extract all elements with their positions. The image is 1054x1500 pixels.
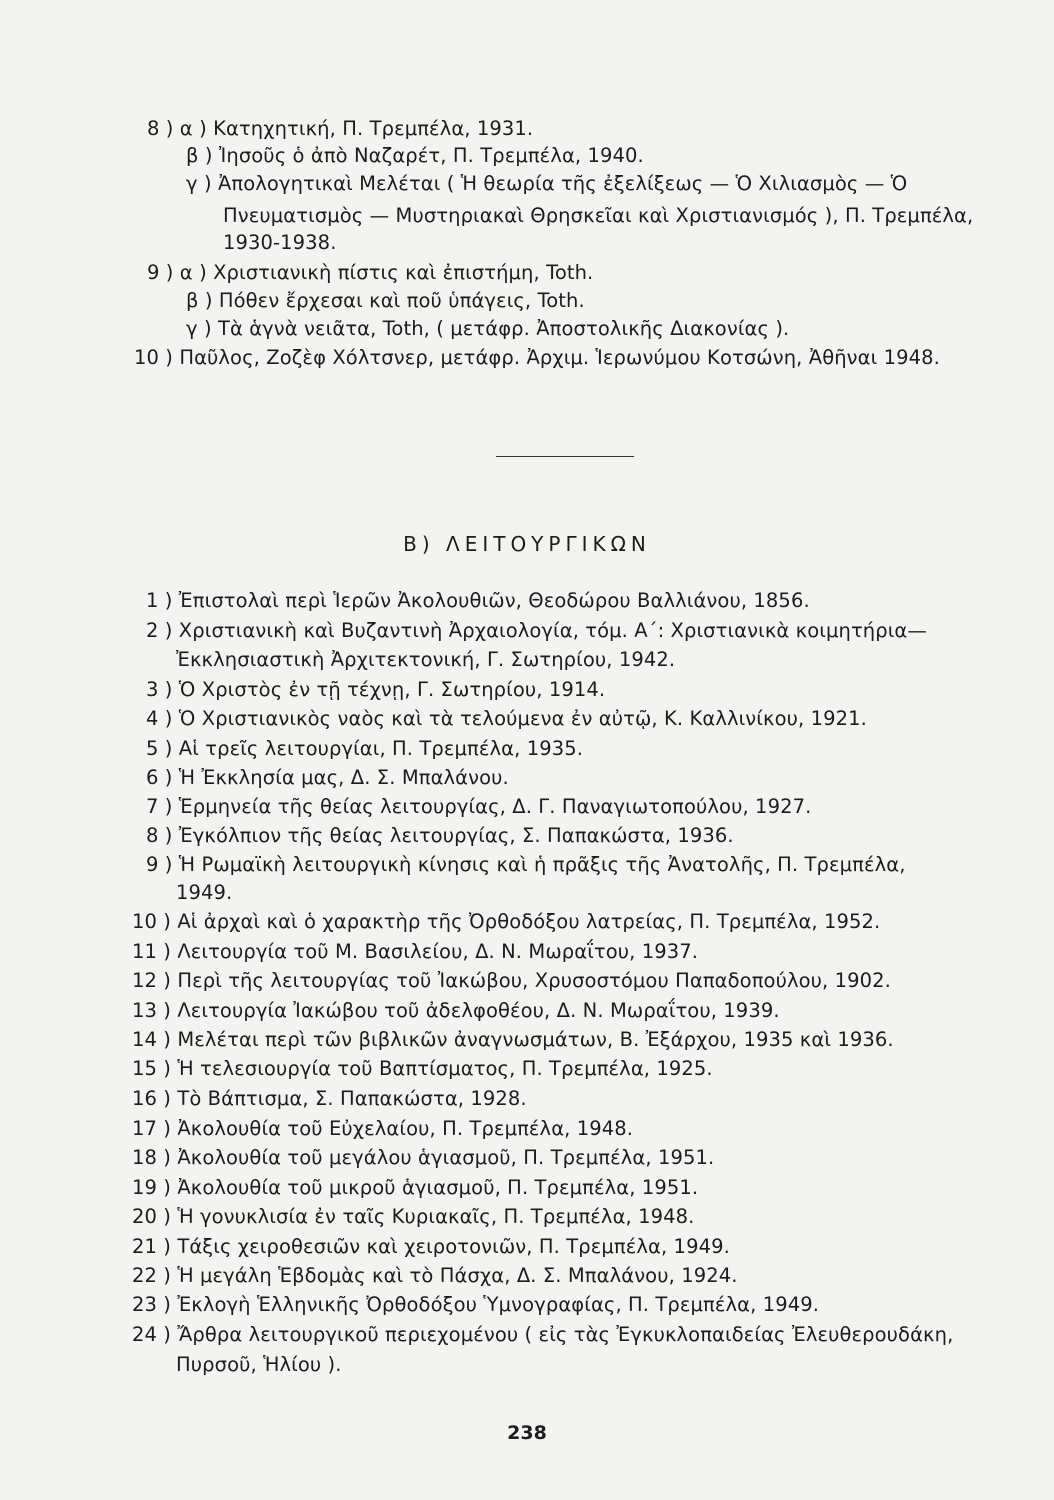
entry-b13: 13 ) Λειτουργία Ἰακώβου τοῦ ἀδελφοθέου, Δ. Ν. Μωραΐτου, 1939. — [132, 999, 780, 1022]
entry-b18: 18 ) Ἀκολουθία τοῦ μεγάλου ἁγιασμοῦ, Π. Τρεμπέλα, 1951. — [132, 1146, 715, 1169]
entry-b8: 8 ) Ἐγκόλπιον τῆς θείας λειτουργίας, Σ. Παπακώστα, 1936. — [146, 824, 734, 847]
entry-a9-alpha: 9 ) α ) Χριστιανικὴ πίστις καὶ ἐπιστήμη, Toth. — [147, 261, 594, 284]
entry-b19: 19 ) Ἀκολουθία τοῦ μικροῦ ἁγιασμοῦ, Π. Τρεμπέλα, 1951. — [132, 1176, 699, 1199]
entry-b9-cont: 1949. — [176, 881, 233, 904]
entry-b15: 15 ) Ἡ τελεσιουργία τοῦ Βαπτίσματος, Π. Τρεμπέλα, 1925. — [132, 1057, 713, 1080]
entry-b23: 23 ) Ἐκλογὴ Ἑλληνικῆς Ὀρθοδόξου Ὑμνογραφίας, Π. Τρεμπέλα, 1949. — [132, 1293, 820, 1316]
entry-b12: 12 ) Περὶ τῆς λειτουργίας τοῦ Ἰακώβου, Χρυσοστόμου Παπαδοπούλου, 1902. — [132, 969, 891, 992]
entry-b20: 20 ) Ἡ γονυκλισία ἐν ταῖς Κυριακαῖς, Π. Τρεμπέλα, 1948. — [132, 1205, 695, 1228]
entry-b11: 11 ) Λειτουργία τοῦ Μ. Βασιλείου, Δ. Ν. Μωραΐτου, 1937. — [132, 940, 699, 963]
entry-b4: 4 ) Ὁ Χριστιανικὸς ναὸς καὶ τὰ τελούμενα ἐν αὐτῷ, Κ. Καλλινίκου, 1921. — [146, 707, 867, 730]
section-divider — [496, 456, 634, 457]
entry-b1: 1 ) Ἐπιστολαὶ περὶ Ἱερῶν Ἀκολουθιῶν, Θεοδώρου Βαλλιάνου, 1856. — [146, 589, 810, 612]
entry-b2-cont: Ἐκκλησιαστικὴ Ἀρχιτεκτονική, Γ. Σωτηρίου, 1942. — [176, 648, 676, 671]
entry-b21: 21 ) Τάξις χειροθεσιῶν καὶ χειροτονιῶν, Π. Τρεμπέλα, 1949. — [132, 1235, 730, 1258]
entry-a8-gamma-cont: Πνευματισμὸς — Μυστηριακαὶ Θρησκεῖαι καὶ Χριστιανισμός ), Π. Τρεμπέλα, — [223, 204, 974, 227]
entry-a8-gamma-cont2: 1930-1938. — [223, 231, 337, 254]
entry-b7: 7 ) Ἑρμηνεία τῆς θείας λειτουργίας, Δ. Γ. Παναγιωτοπούλου, 1927. — [146, 795, 812, 818]
entry-a10: 10 ) Παῦλος, Ζοζὲφ Χόλτσνερ, μετάφρ. Ἀρχιμ. Ἱερωνύμου Κοτσώνη, Ἀθῆναι 1948. — [134, 346, 940, 369]
section-b-title: Β) ΛΕΙΤΟΥΡΓΙΚΩΝ — [403, 532, 651, 556]
entry-b14: 14 ) Μελέται περὶ τῶν βιβλικῶν ἀναγνωσμάτων, Β. Ἐξάρχου, 1935 καὶ 1936. — [132, 1028, 894, 1051]
entry-b24-cont: Πυρσοῦ, Ἡλίου ). — [176, 1353, 342, 1376]
entry-b10: 10 ) Αἱ ἀρχαὶ καὶ ὁ χαρακτὴρ τῆς Ὀρθοδόξου λατρείας, Π. Τρεμπέλα, 1952. — [132, 910, 881, 933]
entry-b24: 24 ) Ἄρθρα λειτουργικοῦ περιεχομένου ( εἰς τὰς Ἐγκυκλοπαιδείας Ἐλευθερουδάκη, — [132, 1323, 954, 1346]
page-number: 238 — [507, 1422, 547, 1444]
entry-a8-gamma: γ ) Ἀπολογητικαὶ Μελέται ( Ἡ θεωρία τῆς ἐξελίξεως — Ὁ Χιλιασμὸς — Ὁ — [186, 172, 908, 195]
entry-b17: 17 ) Ἀκολουθία τοῦ Εὐχελαίου, Π. Τρεμπέλα, 1948. — [132, 1117, 634, 1140]
entry-b6: 6 ) Ἡ Ἐκκλησία μας, Δ. Σ. Μπαλάνου. — [146, 766, 509, 789]
entry-b2: 2 ) Χριστιανικὴ καὶ Βυζαντινὴ Ἀρχαιολογία, τόμ. Α΄: Χριστιανικὰ κοιμητήρια— — [146, 619, 927, 642]
entry-a8-alpha: 8 ) α ) Κατηχητική, Π. Τρεμπέλα, 1931. — [147, 117, 534, 140]
entry-b5: 5 ) Αἱ τρεῖς λειτουργίαι, Π. Τρεμπέλα, 1935. — [146, 737, 584, 760]
entry-b22: 22 ) Ἡ μεγάλη Ἑβδομὰς καὶ τὸ Πάσχα, Δ. Σ. Μπαλάνου, 1924. — [132, 1264, 738, 1287]
entry-b9: 9 ) Ἡ Ρωμαϊκὴ λειτουργικὴ κίνησις καὶ ἡ πρᾶξις τῆς Ἀνατολῆς, Π. Τρεμπέλα, — [146, 853, 906, 876]
entry-b3: 3 ) Ὁ Χριστὸς ἐν τῇ τέχνῃ, Γ. Σωτηρίου, 1914. — [146, 678, 606, 701]
entry-b16: 16 ) Τὸ Βάπτισμα, Σ. Παπακώστα, 1928. — [132, 1087, 527, 1110]
entry-a8-beta: β ) Ἰησοῦς ὁ ἀπὸ Ναζαρέτ, Π. Τρεμπέλα, 1940. — [186, 144, 644, 167]
entry-a9-beta: β ) Πόθεν ἔρχεσαι καὶ ποῦ ὑπάγεις, Toth. — [186, 289, 585, 312]
entry-a9-gamma: γ ) Τὰ ἁγνὰ νειᾶτα, Toth, ( μετάφρ. Ἀποστολικῆς Διακονίας ). — [186, 317, 790, 340]
